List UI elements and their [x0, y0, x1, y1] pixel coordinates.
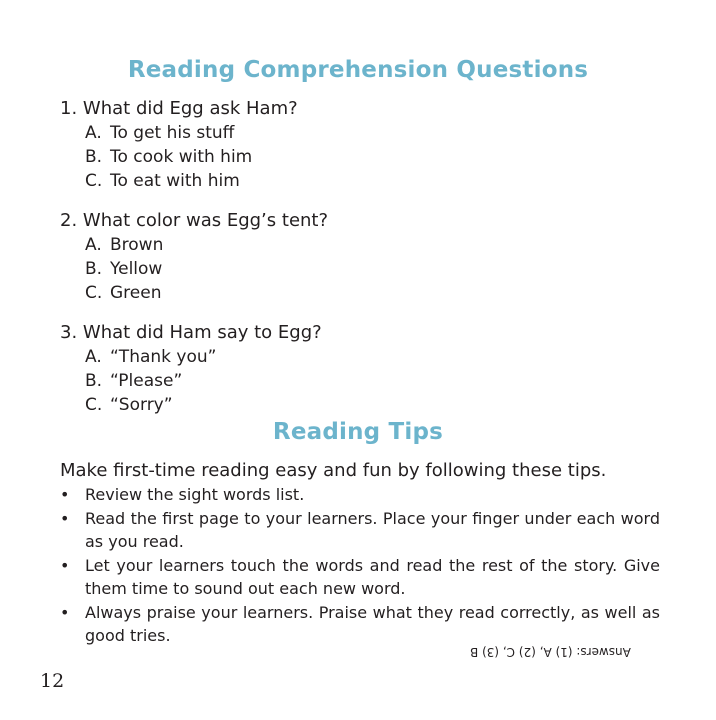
- question-label: What did Ham say to Egg?: [82, 322, 322, 343]
- tips-list: [60, 483, 660, 648]
- option-text: Green: [110, 283, 162, 303]
- option-text: “Please”: [110, 371, 183, 391]
- page-number: 12: [40, 670, 65, 692]
- option-c: [60, 169, 680, 193]
- tip-item: [60, 554, 660, 601]
- option-letter: A.: [85, 347, 102, 367]
- option-letter: C.: [85, 395, 103, 415]
- option-letter: A.: [85, 235, 102, 255]
- tips-heading: Reading Tips: [272, 419, 444, 445]
- question-text: [60, 209, 680, 233]
- question-1: [60, 97, 680, 193]
- question-text: [60, 321, 680, 345]
- answer-key: Answers: (1) A, (2) C, (3) B: [470, 645, 631, 659]
- bullet-icon: •: [60, 508, 70, 528]
- tip-text: Review the sight words list.: [85, 485, 305, 504]
- option-text: “Sorry”: [110, 395, 173, 415]
- option-a: [60, 233, 680, 257]
- option-letter: B.: [85, 147, 103, 167]
- option-b: [60, 369, 680, 393]
- question-label: What color was Egg’s tent?: [82, 210, 329, 231]
- option-text: Brown: [110, 235, 164, 255]
- tip-text: Let your learners touch the words and read the rest of the story. Give them time to sound out each new word.: [85, 555, 660, 598]
- question-label: What did Egg ask Ham?: [82, 98, 298, 119]
- question-number: 2.: [60, 210, 78, 231]
- question-text: [60, 97, 680, 121]
- option-b: [60, 257, 680, 281]
- option-letter: A.: [85, 123, 102, 143]
- option-c: [60, 393, 680, 417]
- bullet-icon: •: [60, 485, 70, 504]
- bullet-icon: •: [60, 555, 70, 575]
- option-b: [60, 145, 680, 169]
- tip-text: Always praise your learners. Praise what they read correctly, as well as good tries.: [85, 602, 660, 645]
- option-a: [60, 345, 680, 369]
- question-2: [60, 209, 680, 305]
- tip-item: [60, 507, 660, 554]
- option-text: To cook with him: [110, 147, 253, 167]
- tip-item: [60, 601, 660, 648]
- option-text: To eat with him: [110, 171, 240, 191]
- tips-intro: Make first-time reading easy and fun by following these tips.: [60, 460, 607, 481]
- question-3: [60, 321, 680, 417]
- bullet-icon: •: [60, 602, 70, 622]
- option-text: “Thank you”: [110, 347, 217, 367]
- option-letter: B.: [85, 259, 103, 279]
- option-text: Yellow: [110, 259, 163, 279]
- questions-heading: Reading Comprehension Questions: [127, 57, 589, 83]
- question-number: 1.: [60, 98, 78, 119]
- option-letter: C.: [85, 283, 103, 303]
- option-letter: C.: [85, 171, 103, 191]
- option-letter: B.: [85, 371, 103, 391]
- tip-item: [60, 483, 660, 507]
- option-a: [60, 121, 680, 145]
- option-text: To get his stuff: [110, 123, 235, 143]
- tip-text: Read the first page to your learners. Place your finger under each word as you read.: [85, 508, 660, 551]
- option-c: [60, 281, 680, 305]
- question-number: 3.: [60, 322, 78, 343]
